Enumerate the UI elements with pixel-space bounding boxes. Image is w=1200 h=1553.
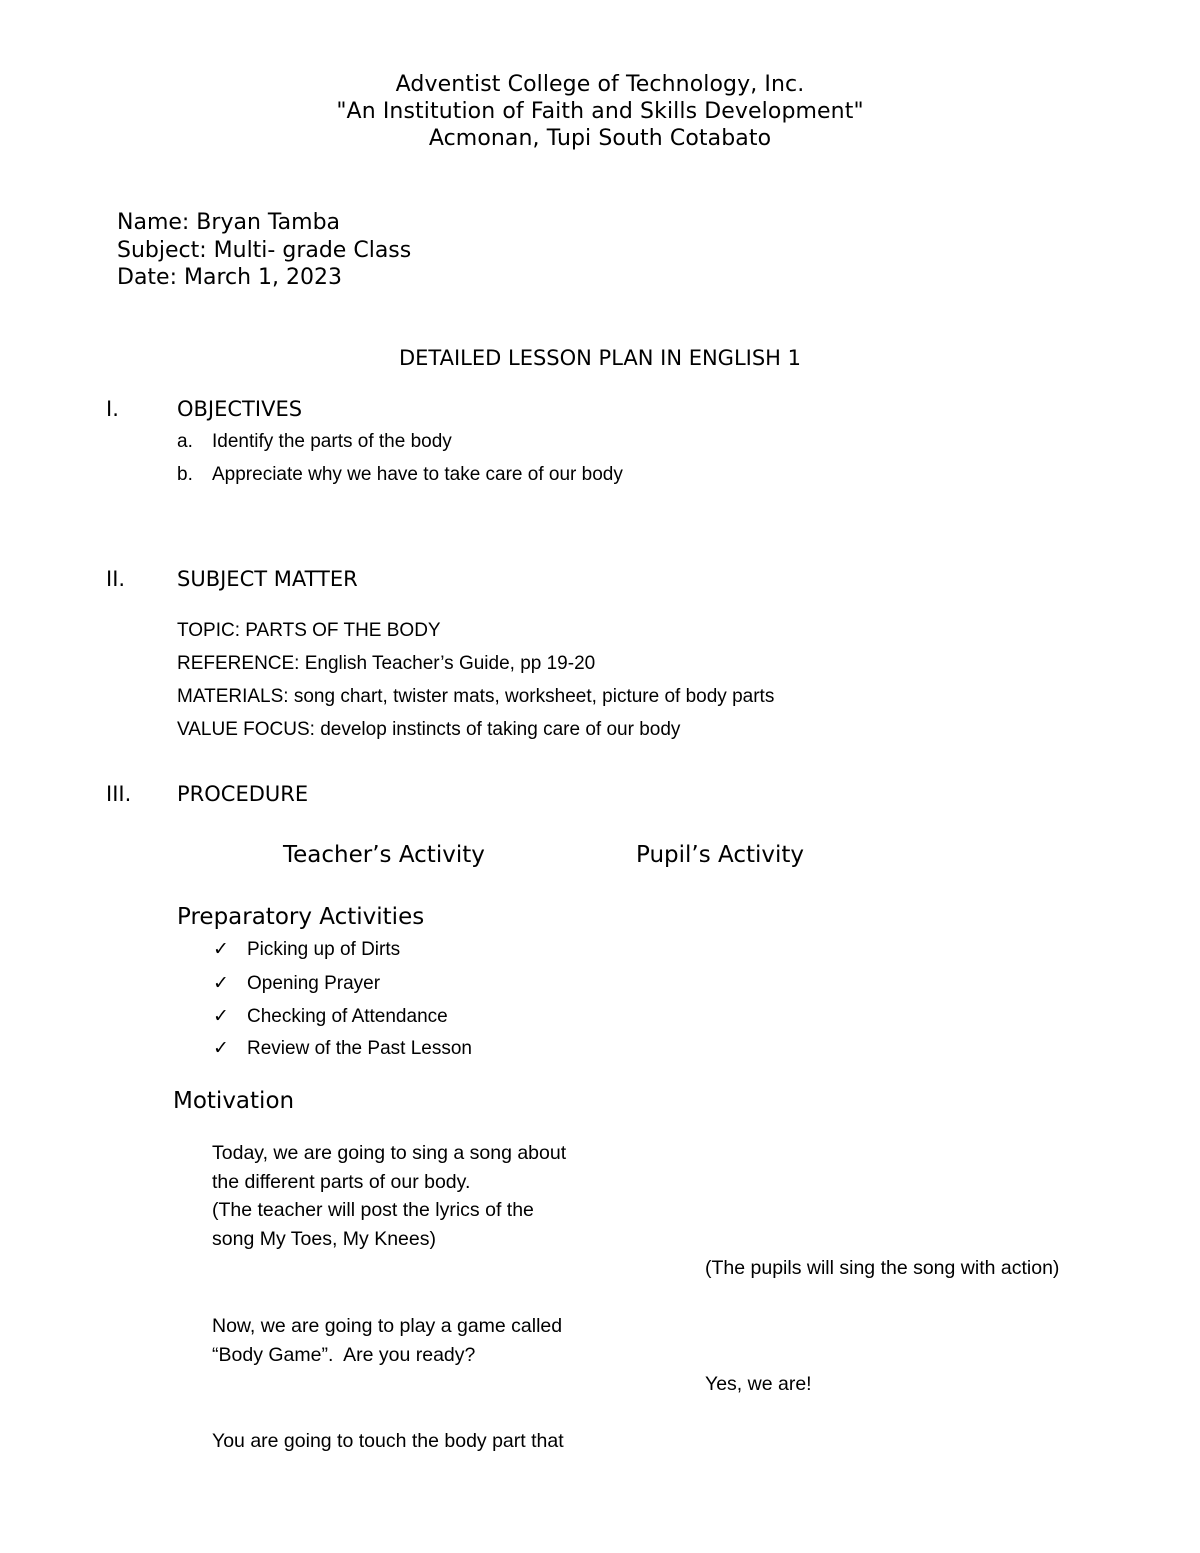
checkmark-icon: ✓ [213,1005,229,1027]
preparatory-item: Opening Prayer [247,973,381,994]
section-number-subject-matter: II. [106,567,126,591]
preparatory-item: Picking up of Dirts [247,939,401,960]
preparatory-item: Review of the Past Lesson [247,1038,472,1059]
subject-line: Subject: Multi- grade Class [117,238,412,263]
section-title-objectives: OBJECTIVES [177,397,303,421]
teacher-line: Now, we are going to play a game called [212,1315,563,1337]
pupil-response: Yes, we are! [705,1373,812,1395]
checkmark-icon: ✓ [213,938,229,960]
section-number-objectives: I. [106,397,119,421]
college-motto: "An Institution of Faith and Skills Development" [336,99,864,124]
teacher-line: song My Toes, My Knees) [212,1228,436,1250]
reference-line: REFERENCE: English Teacher’s Guide, pp 19-20 [177,653,596,674]
checkmark-icon: ✓ [213,1037,229,1059]
objective-text: Appreciate why we have to take care of our body [212,464,623,485]
college-name: Adventist College of Technology, Inc. [395,72,805,97]
teacher-line: “Body Game”. Are you ready? [212,1344,476,1366]
preparatory-activities-heading: Preparatory Activities [177,904,425,930]
teacher-activity-heading: Teacher’s Activity [283,842,485,868]
checkmark-icon: ✓ [213,972,229,994]
pupil-activity-heading: Pupil’s Activity [636,842,805,868]
objective-text: Identify the parts of the body [212,431,452,452]
teacher-line: You are going to touch the body part that [212,1430,564,1452]
preparatory-item: Checking of Attendance [247,1006,448,1027]
student-name: Name: Bryan Tamba [117,210,341,235]
date-line: Date: March 1, 2023 [117,265,343,290]
teacher-line: the different parts of our body. [212,1171,471,1193]
document-title: DETAILED LESSON PLAN IN ENGLISH 1 [398,346,802,370]
motivation-heading: Motivation [173,1088,295,1114]
section-title-procedure: PROCEDURE [177,782,309,806]
section-number-procedure: III. [106,782,132,806]
section-title-subject-matter: SUBJECT MATTER [177,567,358,591]
objective-letter: a. [177,431,193,452]
materials-line: MATERIALS: song chart, twister mats, worksheet, picture of body parts [177,686,775,707]
teacher-line: Today, we are going to sing a song about [212,1142,567,1164]
objective-letter: b. [177,464,193,485]
teacher-line: (The teacher will post the lyrics of the [212,1199,534,1221]
value-focus-line: VALUE FOCUS: develop instincts of taking care of our body [177,719,681,740]
topic-line: TOPIC: PARTS OF THE BODY [177,620,441,641]
pupil-response: (The pupils will sing the song with action) [705,1257,1060,1279]
college-address: Acmonan, Tupi South Cotabato [428,126,772,151]
